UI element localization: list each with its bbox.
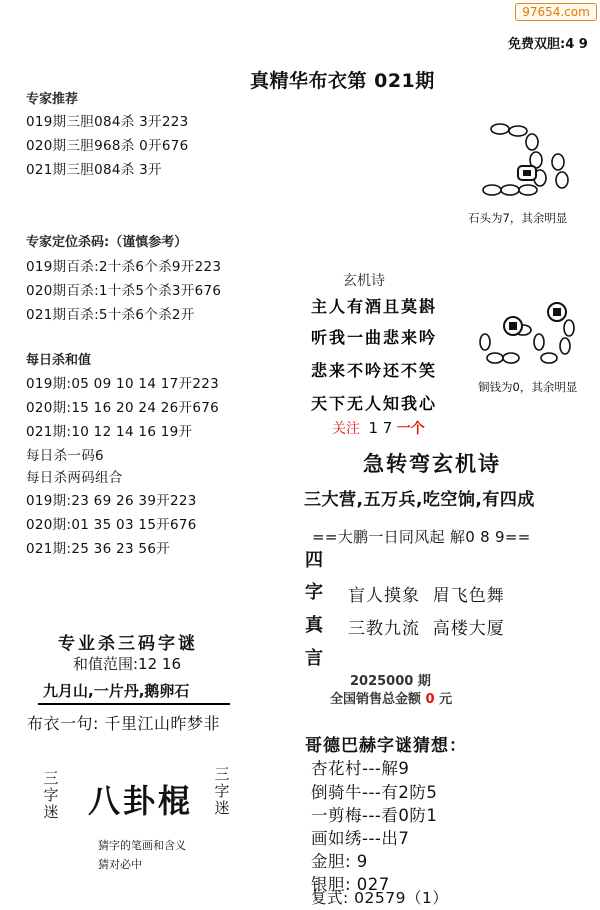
two-code-line: 019期:23 69 26 39开223 [26, 493, 197, 509]
follow-digits: 1 7 [368, 419, 393, 437]
turn-poem-title: 急转弯玄机诗 [363, 452, 501, 476]
right-vertical-label: 三字迷 [214, 765, 230, 817]
riddle-note: 猜字的笔画和含义 [98, 839, 186, 852]
poem-line: 听我一曲悲来吟 [311, 328, 438, 347]
two-code-line: 020期:01 35 03 15开676 [26, 517, 197, 533]
coin-chain-picture [473, 300, 585, 378]
left-vertical-label: 三字迷 [43, 769, 59, 821]
follow-suffix: 一个 [396, 421, 425, 437]
sales-period: 2025000 期 [350, 674, 431, 689]
four-char-side: 四 [305, 550, 323, 571]
four-char-side: 真 [305, 615, 323, 636]
four-char-side: 字 [305, 582, 323, 603]
pro-riddle-title: 专业杀三码字谜 [58, 634, 198, 654]
goldbach-line: 金胆: 9 [311, 852, 368, 871]
goldbach-line: 复式: 02579（1） [311, 889, 449, 907]
idiom-row: 盲人摸象 眉飞色舞 [348, 586, 505, 606]
expert-line: 021期三胆084杀 3开 [26, 162, 162, 178]
expert-line: 020期三胆968杀 0开676 [26, 138, 189, 154]
stone-caption: 石头为7，其余明显 [468, 211, 568, 225]
follow-line [332, 418, 425, 438]
stone-chain-picture [470, 118, 588, 208]
poem-title: 玄机诗 [343, 273, 385, 289]
free-double-dan: 免费双胆:4 9 [508, 37, 588, 52]
position-kill-heading: 专家定位杀码:（谨慎参考） [26, 235, 188, 250]
follow-prefix: 关注 [332, 421, 360, 437]
position-kill-line: 020期百杀:1十杀5个杀3开676 [26, 283, 222, 299]
sum-range: 和值范围:12 16 [73, 655, 181, 673]
turn-poem-line: 三大营,五万兵,吃空饷,有四成 [304, 490, 535, 510]
riddle-note: 猜对必中 [98, 858, 142, 871]
coin-caption: 铜钱为0，其余明显 [478, 380, 578, 394]
sales-line [330, 688, 452, 707]
sales-unit: 元 [439, 692, 453, 707]
goldbach-line: 一剪梅---看0防1 [311, 806, 438, 825]
poem-line: 悲来不吟还不笑 [311, 361, 438, 380]
daily-sum-heading: 每日杀和值 [26, 353, 92, 368]
site-watermark: 97654.com [515, 3, 597, 21]
riddle-line: 九月山,一片丹,鹅卵石 [43, 682, 190, 700]
page-title: 真精华布衣第 021期 [250, 70, 435, 92]
expert-heading: 专家推荐 [26, 92, 79, 107]
position-kill-line: 021期百杀:5十杀6个杀2开 [26, 307, 195, 323]
two-code-line: 021期:25 36 23 56开 [26, 541, 171, 557]
riddle-underline [38, 703, 230, 705]
expert-line: 019期三胆084杀 3开223 [26, 114, 189, 130]
buyi-line: 布衣一句: 千里江山昨梦非 [27, 714, 220, 733]
daily-sum-line: 019期:05 09 10 14 17开223 [26, 376, 220, 392]
daily-one-code: 每日杀一码6 [26, 448, 104, 464]
daily-sum-line: 021期:10 12 14 16 19开 [26, 424, 193, 440]
sales-label: 全国销售总金额 [330, 692, 422, 707]
goldbach-line: 倒骑牛---有2防5 [311, 783, 438, 802]
two-code-heading: 每日杀两码组合 [26, 470, 123, 486]
idiom-row: 三教九流 高楼大厦 [348, 619, 505, 639]
goldbach-line: 银胆: 027 [311, 875, 390, 894]
position-kill-line: 019期百杀:2十杀6个杀9开223 [26, 259, 222, 275]
goldbach-line: 杏花村---解9 [311, 759, 410, 778]
big-riddle: 八卦棍 [88, 782, 194, 820]
four-char-side: 言 [305, 648, 323, 669]
daily-sum-line: 020期:15 16 20 24 26开676 [26, 400, 220, 416]
goldbach-title: 哥德巴赫字谜猜想： [305, 736, 467, 756]
sales-amount: 0 [425, 692, 435, 707]
goldbach-line: 画如绣---出7 [311, 829, 410, 848]
poem-line: 主人有酒且莫斟 [311, 297, 438, 316]
turn-poem-answer: ==大鹏一日同风起 解0 8 9== [312, 528, 531, 546]
poem-line: 天下无人知我心 [311, 394, 438, 413]
